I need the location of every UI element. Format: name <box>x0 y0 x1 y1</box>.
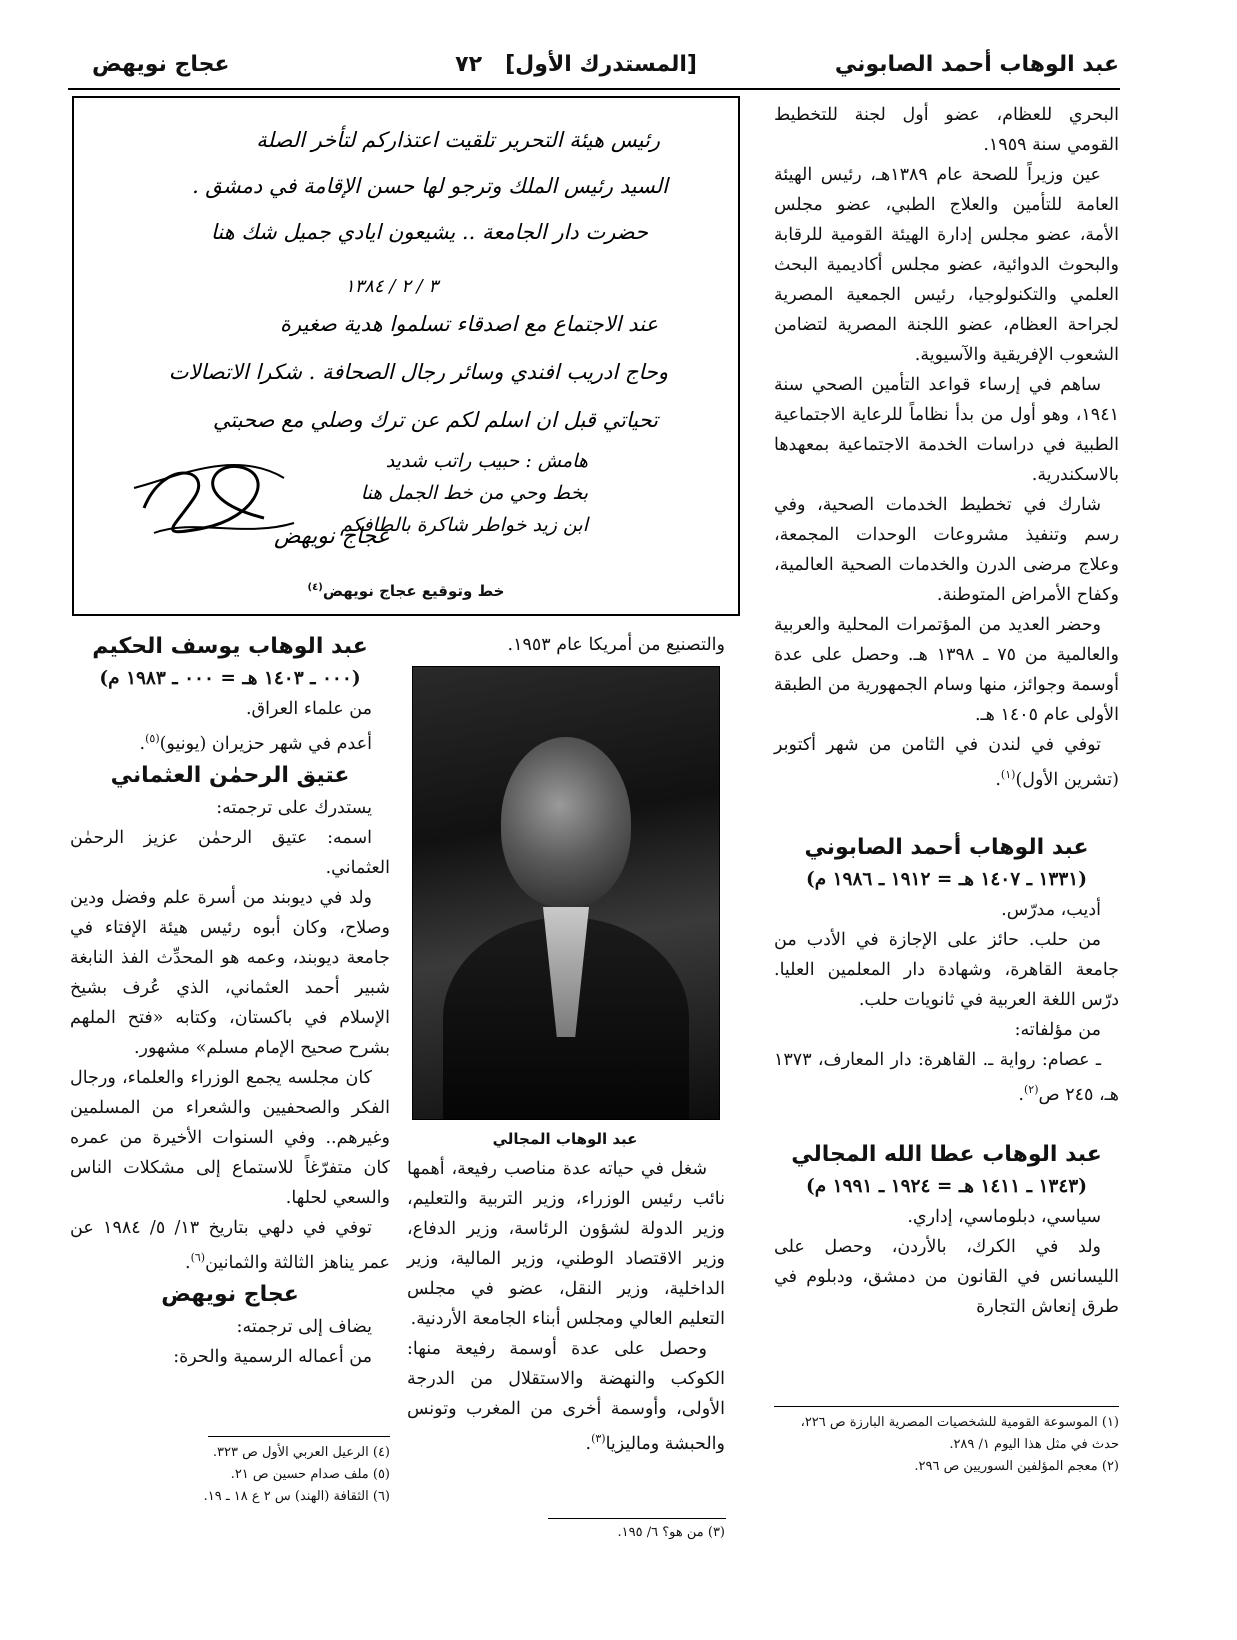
handwritten-line: ابن زيد خواطر شاكرة بالطافكم <box>340 514 588 536</box>
paragraph: ساهم في إرساء قواعد التأمين الصحي سنة ١٩٤١، وهو أول من بدأ نظاماً للرعاية الاجتماعية الطبية في دراسات الخدمة الاجتماعية بمعهدها بالاسكندرية. <box>774 375 1119 485</box>
footnote: (٦) الثقافة (الهند) س ٢ ع ١٨ ـ ١٩. <box>203 1489 390 1504</box>
paragraph: يستدرك على ترجمته: <box>216 797 372 818</box>
footnote-rule <box>774 1406 1119 1407</box>
page-number: ٧٢ <box>455 52 482 77</box>
footnote-ref: (٢) <box>1023 1082 1039 1096</box>
paragraph: اسمه: عتيق الرحمٰن عزيز الرحمٰن العثماني. <box>70 827 390 878</box>
paragraph: ـ عصام: رواية ـ. القاهرة: دار المعارف، ١٣٧٣ هـ، ٢٤٥ ص$^{(٢)}$. <box>774 1049 1119 1105</box>
portrait-photo <box>412 666 720 1120</box>
paragraph: كان مجلسه يجمع الوزراء والعلماء، ورجال الفكر والصحفيين والشعراء من المسلمين وغيرهم.. وفي السنوات الأخيرة من عمره كان متفرّغاً للاستماع إلى مشكلات الناس والسعي لحلها. <box>70 1067 390 1208</box>
handwritten-line: هامش : حبيب راتب شديد <box>385 450 588 472</box>
entry-dates: (٠٠٠ ـ ١٤٠٣ هـ = ٠٠٠ ـ ١٩٨٣ م) <box>99 668 361 689</box>
paragraph: من حلب. حائز على الإجازة في الأدب من جامعة القاهرة، وشهادة دار المعلمين العليا. درّس اللغة العربية في ثانويات حلب. <box>774 929 1119 1010</box>
running-head-center: [المستدرك الأول] <box>505 52 697 77</box>
footnotes-middle <box>407 1522 725 1544</box>
paragraph: ولد في الكرك، بالأردن، وحصل على الليسانس في القانون من دمشق، ودبلوم في طرق إنعاش التجارة <box>774 1236 1119 1317</box>
footnote: (١) الموسوعة القومية للشخصيات المصرية البارزة ص ٢٢٦، حدث في مثل هذا اليوم ١/ ٢٨٩. <box>800 1415 1119 1452</box>
paragraph: من علماء العراق. <box>245 699 372 719</box>
handwritten-line: عجاج نويهض <box>274 524 390 549</box>
paragraph: شغل في حياته عدة مناصب رفيعة، أهمها نائب رئيس الوزراء، وزير التربية والتعليم، وزير الدولة لشؤون الرئاسة، وزير الدفاع، وزير الاقتصاد الوطني، وزير المالية، وزير الداخلية، وزير النقل، عضو في مجلس التعليم العالي ومجلس أبناء الجامعة الأردنية. <box>407 1159 725 1329</box>
paragraph: سياسي، دبلوماسي، إداري. <box>907 1206 1101 1227</box>
box-caption <box>74 582 738 600</box>
paragraph-text: أعدم في شهر حزيران (يونيو) <box>159 733 372 754</box>
paragraph: وحضر العديد من المؤتمرات المحلية والعربية والعالمية من ٧٥ ـ ١٣٩٨ هـ. وحصل على عدة أوسمة وجوائز، منها وسام الجمهورية من الطبقة الأولى عام ١٤٠٥ هـ. <box>774 615 1119 725</box>
running-head-right: عبد الوهاب أحمد الصابوني <box>834 52 1119 77</box>
paragraph: وحصل على عدة أوسمة رفيعة منها: الكوكب والنهضة والاستقلال من الدرجة الأولى، وأوسمة أخرى من المغرب وتونس والحبشة وماليزيا$^{(٣)}$. <box>407 1339 725 1454</box>
entry-title: عبد الوهاب يوسف الحكيم <box>92 634 368 659</box>
handwritten-line: حضرت دار الجامعة .. يشيعون ايادي جميل شك هنا <box>210 220 648 244</box>
right-column <box>774 100 1119 1322</box>
footnotes-left <box>70 1442 390 1508</box>
paragraph: أعدم في شهر حزيران (يونيو)$^{(٥)}$. <box>139 732 372 754</box>
paragraph-text: وحصل على عدة أوسمة رفيعة منها: الكوكب والنهضة والاستقلال من الدرجة الأولى، وأوسمة أخرى من المغرب وتونس والحبشة وماليزيا <box>407 1339 725 1454</box>
footnote-ref: (٥) <box>145 732 160 745</box>
handwriting-box <box>72 96 740 616</box>
footnote: (٤) الرعيل العربي الأول ص ٣٢٣. <box>212 1445 390 1460</box>
handwritten-line: بخط وحي من خط الجمل هنا <box>360 482 588 504</box>
handwritten-line: السيد رئيس الملك وترجو لها حسن الإقامة في دمشق . <box>192 174 668 198</box>
paragraph: البحري للعظام، عضو أول لجنة للتخطيط القومي سنة ١٩٥٩. <box>774 105 1119 155</box>
paragraph: أديب، مدرّس. <box>1001 899 1101 920</box>
entry-dates: (١٣٣١ ـ ١٤٠٧ هـ = ١٩١٢ ـ ١٩٨٦ م) <box>805 868 1088 890</box>
portrait-face <box>501 737 631 907</box>
paragraph: عين وزيراً للصحة عام ١٣٨٩هـ، رئيس الهيئة العامة للتأمين والعلاج الطبي، عضو مجلس الأمة، عضو مجلس إدارة الهيئة القومية للرقابة والبحوث الدوائية، عضو مجلس أكاديمية البحث العلمي والتكنولوجيا، رئيس الجمعية المصرية لجراحة العظام، عضو اللجنة المصرية لتضامن الشعوب الإفريقية والآسيوية. <box>774 165 1119 365</box>
paragraph: من مؤلفاته: <box>1014 1019 1101 1040</box>
footnotes-right <box>774 1412 1119 1478</box>
handwritten-line: وحاج ادريب افندي وسائر رجال الصحافة . شكرا الاتصالات <box>168 360 668 384</box>
footnote-rule <box>548 1518 726 1519</box>
footnote: (٣) من هو؟ ٦/ ١٩٥. <box>617 1525 725 1540</box>
footnote-ref: (٤) <box>307 582 323 593</box>
entry-title: عبد الوهاب أحمد الصابوني <box>804 834 1089 860</box>
running-head-left: عجاج نويهض <box>92 52 230 77</box>
footnote-ref: (٦) <box>190 1250 206 1264</box>
header-rule <box>68 88 1120 90</box>
footnote-ref: (١) <box>1000 768 1016 781</box>
handwritten-line: ٣ / ٢ / ١٣٨٤ <box>344 276 438 297</box>
paragraph: شارك في تخطيط الخدمات الصحية، وفي رسم وتنفيذ مشروعات الوحدات المجمعة، وعلاج مرضى الدرن والخدمات الصحية العالمية، وكفاح الأمراض المتوطنة. <box>774 495 1119 605</box>
entry-title: عبد الوهاب عطا الله المجالي <box>791 1141 1102 1167</box>
photo-caption: عبد الوهاب المجالي <box>492 1130 638 1148</box>
paragraph: من أعماله الرسمية والحرة: <box>173 1346 372 1367</box>
paragraph: توفي في دلهي بتاريخ ١٣/ ٥/ ١٩٨٤ عن عمر يناهز الثالثة والثمانين$^{(٦)}$. <box>70 1217 390 1273</box>
paragraph: توفي في لندن في الثامن من شهر أكتوبر (تشرين الأول)$^{(١)}$. <box>774 735 1119 790</box>
footnote-rule <box>208 1436 390 1437</box>
entry-dates: (١٣٤٣ ـ ١٤١١ هـ = ١٩٢٤ ـ ١٩٩١ م) <box>805 1175 1088 1197</box>
paragraph: ولد في ديوبند من أسرة علم وفضل ودين وصلاح، وكان أبوه رئيس هيئة الإفتاء في جامعة ديوبند، وعمه هو المحدِّث الفذ النابغة شبير أحمد العثماني، الذي عُرف بشيخ الإسلام في باكستان، وكتابه «فتح الملهم بشرح صحيح الإمام مسلم» مشهور. <box>70 887 390 1058</box>
footnote: (٢) معجم المؤلفين السوريين ص ٢٩٦. <box>914 1459 1119 1474</box>
middle-top-line: والتصنيع من أمريكا عام ١٩٥٣. <box>507 635 725 655</box>
handwritten-line: تحياتي قبل ان اسلم لكم عن ترك وصلي مع صحبتي <box>212 408 658 432</box>
entry-title: عتيق الرحمٰن العثماني <box>110 762 350 788</box>
signature-flourish <box>124 438 304 548</box>
left-column <box>70 630 390 1372</box>
paragraph-text: توفي في دلهي بتاريخ ١٣/ ٥/ ١٩٨٤ عن عمر يناهز الثالثة والثمانين <box>70 1217 390 1273</box>
middle-column <box>407 1154 725 1459</box>
paragraph: يضاف إلى ترجمته: <box>236 1316 372 1337</box>
handwritten-line: عند الاجتماع مع اصدقاء تسلموا هدية صغيرة <box>279 312 658 336</box>
paragraph-text: توفي في لندن في الثامن من شهر أكتوبر (تشرين الأول) <box>774 735 1119 790</box>
caption-text: خط وتوقيع عجاج نويهض <box>322 582 505 600</box>
entry-title: عجاج نويهض <box>161 1281 299 1307</box>
footnote-ref: (٣) <box>591 1432 606 1445</box>
paragraph-text: ـ عصام: رواية ـ. القاهرة: دار المعارف، ١٣٧٣ هـ، ٢٤٥ ص <box>774 1049 1119 1105</box>
footnote: (٥) ملف صدام حسين ص ٢١. <box>230 1467 390 1482</box>
handwritten-line: رئيس هيئة التحرير تلقيت اعتذاركم لتأخر الصلة <box>256 128 660 152</box>
